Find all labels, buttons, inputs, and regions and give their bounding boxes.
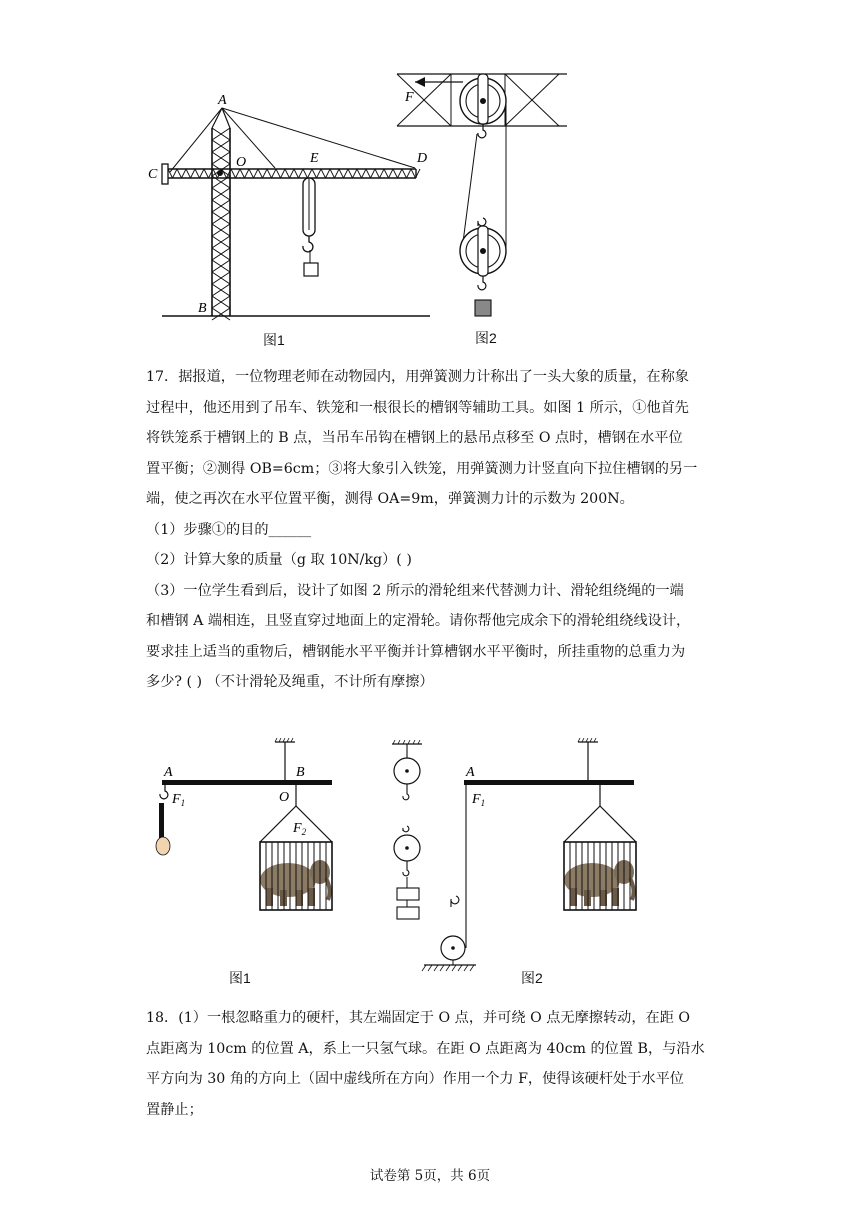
q17-line: 端，使之再次在水平位置平衡，测得 OA=9m，弹簧测力计的示数为 200N。 <box>146 491 634 507</box>
fig1-label-f1: $F_1$ <box>172 792 186 808</box>
crane-label-c: C <box>148 167 158 182</box>
pulley-label-f: F <box>405 90 414 105</box>
q17-line: （1）步骤①的目的______ <box>146 521 312 538</box>
fig2-label-a: A <box>466 765 475 780</box>
top-caption-2: 图2 <box>475 330 497 346</box>
elephant-figure-2 <box>420 738 660 973</box>
q18-line: 置静止； <box>146 1101 203 1118</box>
crane-label-e: E <box>310 151 319 166</box>
q18-line: 平方向为 30 角的方向上（固中虚线所在方向）作用一个力 F，使得该硬杆处于水平位 <box>146 1071 684 1087</box>
elephant-figure-1 <box>150 738 350 968</box>
q17-line: 置平衡；②测得 OB=6cm；③将大象引入铁笼，用弹簧测力计竖直向下拉住槽钢的另一 <box>146 460 698 477</box>
fig1-label-f2: $F_2$ <box>293 821 307 837</box>
q18-line: 18．(1）一根忽略重力的硬杆，其左端固定于 O 点，并可绕 O 点无摩擦转动，在距 O <box>146 1010 691 1026</box>
q17-line: 过程中，他还用到了吊车、铁笼和一根很长的槽钢等辅助工具。如图 1 所示，①他首先 <box>146 399 689 416</box>
fig1-label-b: B <box>296 765 305 780</box>
crane-label-o: O <box>236 155 247 170</box>
top-caption-1: 图1 <box>263 332 285 348</box>
page-footer: 试卷第 5页，共 6页 <box>369 1168 491 1184</box>
crane-label-d: D <box>417 151 428 166</box>
q17-line: （3）一位学生看到后，设计了如图 2 所示的滑轮组来代替测力计、滑轮组绕绳的一端 <box>146 582 684 599</box>
q17-line: 多少? ( ) （不计滑轮及绳重，不计所有摩擦） <box>146 674 434 690</box>
question-17 <box>146 362 720 698</box>
fig2-label-f1: $F_1$ <box>472 792 486 808</box>
fig1-label-a: A <box>164 765 173 780</box>
mid-caption-1: 图1 <box>229 970 251 986</box>
fig1-label-o: O <box>279 790 290 805</box>
q17-line: 将铁笼系于槽钢上的 B 点，当吊车吊钩在槽钢上的悬吊点移至 O 点时，槽钢在水平位 <box>146 430 683 446</box>
q17-line: （2）计算大象的质量（g 取 10N/kg）( ) <box>146 552 412 568</box>
question-18 <box>146 1003 720 1125</box>
mid-caption-2: 图2 <box>521 970 543 986</box>
q17-line: 17．据报道，一位物理老师在动物园内，用弹簧测力计称出了一头大象的质量，在称象 <box>146 369 689 385</box>
q17-line: 和槽钢 A 端相连，且竖直穿过地面上的定滑轮。请你帮他完成余下的滑轮组绕线设计， <box>146 613 691 629</box>
crane-label-b: B <box>198 301 207 316</box>
crane-label-a: A <box>218 93 227 108</box>
pulley-figure <box>395 68 575 328</box>
q17-line: 要求挂上适当的重物后，槽钢能水平平衡并计算槽钢水平平衡时，所挂重物的总重力为 <box>146 643 686 660</box>
q18-line: 点距离为 10cm 的位置 A，系上一只氢气球。在距 O 点距离为 40cm 的位置 B，与沿水 <box>146 1040 705 1057</box>
